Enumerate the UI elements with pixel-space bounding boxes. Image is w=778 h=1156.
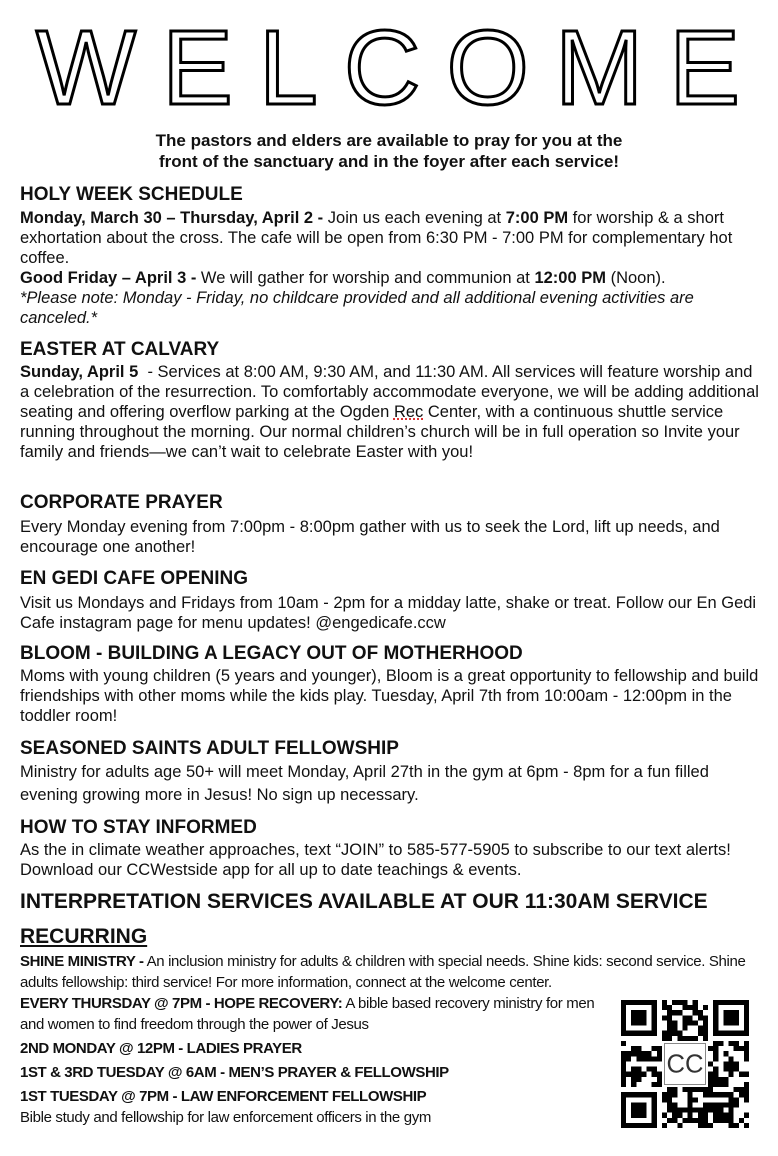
qr-module (621, 1061, 626, 1066)
easter-text: Sunday, April 5 - Services at 8:00 AM, 9:30 AM, and 11:30 AM. All services will feature worship and a celebration of the resurrection. To comfortably accommodate everyone, we will be adding additional seating and offering overflow parking at the Ogden Rec Center, with a continuous shuttle service running throughout the morning. Our normal children’s church will be in full operation so Invite your family and friends—we can’t wait to celebrate Easter with you! (20, 363, 764, 461)
qr-center-label: CC (666, 1050, 704, 1079)
qr-module (688, 1102, 693, 1107)
qr-module (662, 1097, 667, 1102)
qr-module (739, 1087, 744, 1092)
qr-module (657, 1082, 662, 1087)
qr-module (662, 1000, 667, 1005)
holy-week-good-friday: Good Friday – April 3 - We will gather for worship and communion at 12:00 PM (Noon). (20, 269, 666, 287)
qr-module (682, 1000, 687, 1005)
qr-module (688, 1020, 693, 1025)
qr-module (734, 1087, 739, 1092)
qr-module (744, 1046, 749, 1051)
qr-module (662, 1036, 667, 1041)
qr-module (693, 1010, 698, 1015)
qr-module (703, 1087, 708, 1092)
qr-module (723, 1010, 738, 1025)
qr-module (698, 1123, 703, 1128)
qr-module (647, 1056, 652, 1061)
qr-module (703, 1031, 708, 1036)
qr-module (672, 1020, 677, 1025)
qr-module (672, 1031, 677, 1036)
qr-module (734, 1067, 739, 1072)
qr-module (718, 1092, 723, 1097)
qr-module (734, 1123, 739, 1128)
qr-module (621, 1041, 626, 1046)
qr-module (708, 1123, 713, 1128)
qr-module (677, 1000, 682, 1005)
qr-module (662, 1092, 667, 1097)
qr-module (667, 1097, 672, 1102)
qr-module (636, 1072, 641, 1077)
section-heading: EN GEDI CAFE OPENING (20, 568, 249, 589)
qr-module (739, 1118, 744, 1123)
qr-module (729, 1041, 734, 1046)
qr-module (698, 1031, 703, 1036)
qr-module (693, 1020, 698, 1025)
qr-code-icon[interactable] (620, 1000, 750, 1128)
qr-module (708, 1072, 713, 1077)
qr-module (723, 1061, 728, 1066)
qr-module (626, 1072, 631, 1077)
qr-module (682, 1026, 687, 1031)
qr-module (718, 1041, 723, 1046)
qr-module (713, 1113, 718, 1118)
qr-module (708, 1082, 713, 1087)
qr-module (652, 1056, 657, 1061)
qr-module (703, 1102, 708, 1107)
qr-module (621, 1056, 626, 1061)
svg-text:WELCOME: WELCOME (36, 9, 740, 120)
qr-module (667, 1108, 672, 1113)
qr-module (744, 1056, 749, 1061)
qr-module (729, 1056, 734, 1061)
holy-week-note: *Please note: Monday - Friday, no childcare provided and all additional evening activities are canceled.* (20, 289, 694, 327)
qr-module (729, 1072, 734, 1077)
qr-module (672, 1026, 677, 1031)
mens-prayer: 1ST & 3RD TUESDAY @ 6AM - MEN’S PRAYER & FELLOWSHIP (20, 1064, 449, 1081)
qr-module (698, 1087, 703, 1092)
bloom-section (20, 643, 760, 726)
qr-module (713, 1067, 718, 1072)
qr-module (682, 1005, 687, 1010)
qr-module (744, 1087, 749, 1092)
qr-module (744, 1097, 749, 1102)
qr-module (703, 1118, 708, 1123)
qr-module (729, 1118, 734, 1123)
qr-module (688, 1005, 693, 1010)
qr-module (621, 1082, 626, 1087)
qr-module (631, 1102, 646, 1117)
qr-module (621, 1077, 626, 1082)
qr-module (667, 1118, 672, 1123)
qr-module (698, 1026, 703, 1031)
qr-module (672, 1087, 677, 1092)
pastors-note-line2: front of the sanctuary and in the foyer after each service! (158, 152, 620, 171)
qr-module (682, 1108, 687, 1113)
qr-module (713, 1102, 718, 1107)
qr-module (744, 1072, 749, 1077)
qr-module (723, 1092, 728, 1097)
qr-module (657, 1072, 662, 1077)
qr-module (723, 1067, 728, 1072)
qr-module (718, 1118, 723, 1123)
qr-module (729, 1102, 734, 1107)
qr-module (667, 1102, 672, 1107)
section-text: Every Monday evening from 7:00pm - 8:00pm gather with us to seek the Lord, lift up needs, and encourage one another! (20, 518, 720, 556)
qr-module (662, 1031, 667, 1036)
section-heading: HOW TO STAY INFORMED (20, 817, 257, 838)
corporate-prayer-section (20, 492, 760, 557)
qr-module (744, 1123, 749, 1128)
section-heading: SEASONED SAINTS ADULT FELLOWSHIP (20, 738, 399, 759)
qr-module (734, 1061, 739, 1066)
qr-module (723, 1077, 728, 1082)
qr-module (713, 1041, 718, 1046)
qr-module (657, 1056, 662, 1061)
qr-module (703, 1123, 708, 1128)
qr-module (703, 1113, 708, 1118)
qr-module (713, 1051, 718, 1056)
qr-module (698, 1118, 703, 1123)
qr-module (688, 1087, 693, 1092)
qr-module (698, 1113, 703, 1118)
qr-module (713, 1118, 718, 1123)
ladies-prayer: 2ND MONDAY @ 12PM - LADIES PRAYER (20, 1040, 302, 1057)
qr-module (652, 1082, 657, 1087)
qr-module (708, 1102, 713, 1107)
qr-module (693, 1118, 698, 1123)
qr-module (621, 1072, 626, 1077)
qr-module (698, 1010, 703, 1015)
qr-module (688, 1092, 693, 1097)
qr-module (729, 1061, 734, 1066)
qr-module (641, 1072, 646, 1077)
qr-module (744, 1113, 749, 1118)
qr-module (693, 1036, 698, 1041)
qr-module (734, 1046, 739, 1051)
qr-module (729, 1113, 734, 1118)
qr-module (621, 1051, 626, 1056)
qr-module (744, 1092, 749, 1097)
stay-informed-section (20, 817, 760, 880)
holy-week-weekdays: Monday, March 30 – Thursday, April 2 - Join us each evening at 7:00 PM for worship & a short exhortation about the cross. The cafe will be open from 6:30 PM - 7:00 PM for complementary hot coffee. (20, 209, 733, 267)
qr-module (703, 1108, 708, 1113)
qr-module (729, 1123, 734, 1128)
qr-module (667, 1092, 672, 1097)
qr-module (636, 1056, 641, 1061)
qr-module (708, 1061, 713, 1066)
qr-module (703, 1005, 708, 1010)
qr-module (672, 1010, 677, 1015)
section-text: Ministry for adults age 50+ will meet Monday, April 27th in the gym at 6pm - 8pm for a fun filled evening growing more in Jesus! No sign up necessary. (20, 763, 709, 804)
qr-module (636, 1067, 641, 1072)
qr-module (718, 1077, 723, 1082)
qr-module (688, 1097, 693, 1102)
qr-module (647, 1051, 652, 1056)
qr-module (729, 1067, 734, 1072)
qr-module (657, 1077, 662, 1082)
qr-module (672, 1113, 677, 1118)
section-text: Moms with young children (5 years and younger), Bloom is a great opportunity to fellowship and build friendships with other moms while the kids play. Tuesday, April 7th from 10:00am - 12:00pm in the toddler room! (20, 667, 759, 725)
qr-module (708, 1046, 713, 1051)
qr-module (636, 1077, 641, 1082)
qr-module (723, 1051, 728, 1056)
qr-module (703, 1026, 708, 1031)
qr-module (626, 1051, 631, 1056)
qr-module (672, 1102, 677, 1107)
qr-module (667, 1005, 672, 1010)
qr-module (657, 1046, 662, 1051)
qr-module (662, 1015, 667, 1020)
qr-module (688, 1015, 693, 1020)
qr-module (672, 1000, 677, 1005)
qr-module (682, 1118, 687, 1123)
qr-module (718, 1102, 723, 1107)
qr-module (631, 1051, 636, 1056)
qr-module (703, 1092, 708, 1097)
qr-module (677, 1010, 682, 1015)
qr-module (718, 1082, 723, 1087)
qr-module (688, 1118, 693, 1123)
shine-ministry: SHINE MINISTRY - An inclusion ministry for adults & children with special needs. Shine kids: second service. Shine adults fellowship: third service! For more information, connect at the welcome center. (20, 953, 746, 991)
qr-module (667, 1087, 672, 1092)
qr-module (631, 1077, 636, 1082)
qr-module (734, 1097, 739, 1102)
qr-module (641, 1051, 646, 1056)
qr-module (744, 1041, 749, 1046)
qr-module (713, 1056, 718, 1061)
qr-module (718, 1113, 723, 1118)
qr-module (667, 1010, 672, 1015)
section-heading: BLOOM - BUILDING A LEGACY OUT OF MOTHERHOOD (20, 643, 523, 664)
qr-module (677, 1108, 682, 1113)
qr-module (657, 1051, 662, 1056)
qr-module (734, 1102, 739, 1107)
holy-week-section (20, 184, 760, 328)
qr-module (734, 1041, 739, 1046)
qr-module (631, 1010, 646, 1025)
qr-module (698, 1015, 703, 1020)
interpretation-banner: INTERPRETATION SERVICES AVAILABLE AT OUR 11:30AM SERVICE (20, 890, 708, 913)
qr-module (703, 1015, 708, 1020)
qr-module (682, 1020, 687, 1025)
qr-module (672, 1092, 677, 1097)
qr-module (693, 1087, 698, 1092)
seasoned-saints-section (20, 738, 760, 807)
qr-module (713, 1082, 718, 1087)
cafe-section (20, 568, 760, 633)
qr-module (744, 1082, 749, 1087)
qr-module (688, 1113, 693, 1118)
qr-module (677, 1113, 682, 1118)
pastors-note-line1: The pastors and elders are available to pray for you at the (155, 131, 623, 150)
qr-module (729, 1108, 734, 1113)
qr-module (647, 1067, 652, 1072)
qr-module (693, 1097, 698, 1102)
qr-module (698, 1108, 703, 1113)
welcome-title (0, 0, 778, 120)
qr-module (708, 1108, 713, 1113)
qr-module (652, 1072, 657, 1077)
qr-module (641, 1056, 646, 1061)
qr-module (672, 1118, 677, 1123)
qr-module (631, 1082, 636, 1087)
qr-module (739, 1046, 744, 1051)
qr-module (723, 1102, 728, 1107)
recurring-heading: RECURRING (20, 925, 148, 948)
qr-module (693, 1000, 698, 1005)
section-text: As the in climate weather approaches, text “JOIN” to 585-577-5905 to subscribe to our text alerts! Download our CCWestside app for all up to date teachings & events. (20, 841, 731, 879)
qr-module (693, 1005, 698, 1010)
qr-module (662, 1005, 667, 1010)
qr-module (631, 1046, 636, 1051)
pastors-note (0, 130, 778, 172)
easter-section (20, 339, 764, 462)
qr-module (667, 1026, 672, 1031)
section-heading: EASTER AT CALVARY (20, 339, 220, 360)
qr-module (667, 1020, 672, 1025)
qr-module (723, 1118, 728, 1123)
qr-module (667, 1036, 672, 1041)
qr-module (621, 1067, 626, 1072)
qr-module (718, 1108, 723, 1113)
qr-module (682, 1015, 687, 1020)
qr-module (662, 1123, 667, 1128)
qr-module (677, 1036, 682, 1041)
hope-recovery: EVERY THURSDAY @ 7PM - HOPE RECOVERY: A bible based recovery ministry for men and women to find freedom through the power of Jesus (20, 995, 595, 1033)
qr-module (682, 1087, 687, 1092)
qr-module (626, 1056, 631, 1061)
qr-module (708, 1087, 713, 1092)
qr-module (739, 1072, 744, 1077)
qr-module (729, 1097, 734, 1102)
qr-module (672, 1108, 677, 1113)
qr-module (636, 1051, 641, 1056)
qr-module (739, 1092, 744, 1097)
section-heading: CORPORATE PRAYER (20, 492, 223, 513)
qr-module (729, 1092, 734, 1097)
qr-module (708, 1092, 713, 1097)
qr-module (703, 1020, 708, 1025)
qr-module (708, 1077, 713, 1082)
qr-module (703, 1036, 708, 1041)
qr-module (636, 1046, 641, 1051)
qr-module (713, 1046, 718, 1051)
qr-module (662, 1113, 667, 1118)
qr-module (713, 1077, 718, 1082)
qr-module (677, 1031, 682, 1036)
qr-module (723, 1113, 728, 1118)
qr-module (631, 1067, 636, 1072)
section-text: Visit us Mondays and Fridays from 10am - 2pm for a midday latte, shake or treat. Follow our En Gedi Cafe instagram page for menu updates! @engedicafe.ccw (20, 594, 757, 632)
qr-module (652, 1046, 657, 1051)
section-heading: HOLY WEEK SCHEDULE (20, 184, 243, 205)
qr-module (667, 1015, 672, 1020)
qr-module (667, 1031, 672, 1036)
qr-module (713, 1072, 718, 1077)
qr-module (693, 1108, 698, 1113)
qr-module (631, 1072, 636, 1077)
qr-module (723, 1082, 728, 1087)
qr-module (744, 1051, 749, 1056)
qr-module (682, 1036, 687, 1041)
qr-module (713, 1108, 718, 1113)
law-enforcement-fellowship: 1ST TUESDAY @ 7PM - LAW ENFORCEMENT FELLOWSHIP Bible study and fellowship for law enforcement officers in the gym (20, 1088, 432, 1126)
qr-module (713, 1092, 718, 1097)
qr-module (677, 1123, 682, 1128)
qr-module (688, 1036, 693, 1041)
qr-module (652, 1067, 657, 1072)
qr-module (688, 1108, 693, 1113)
